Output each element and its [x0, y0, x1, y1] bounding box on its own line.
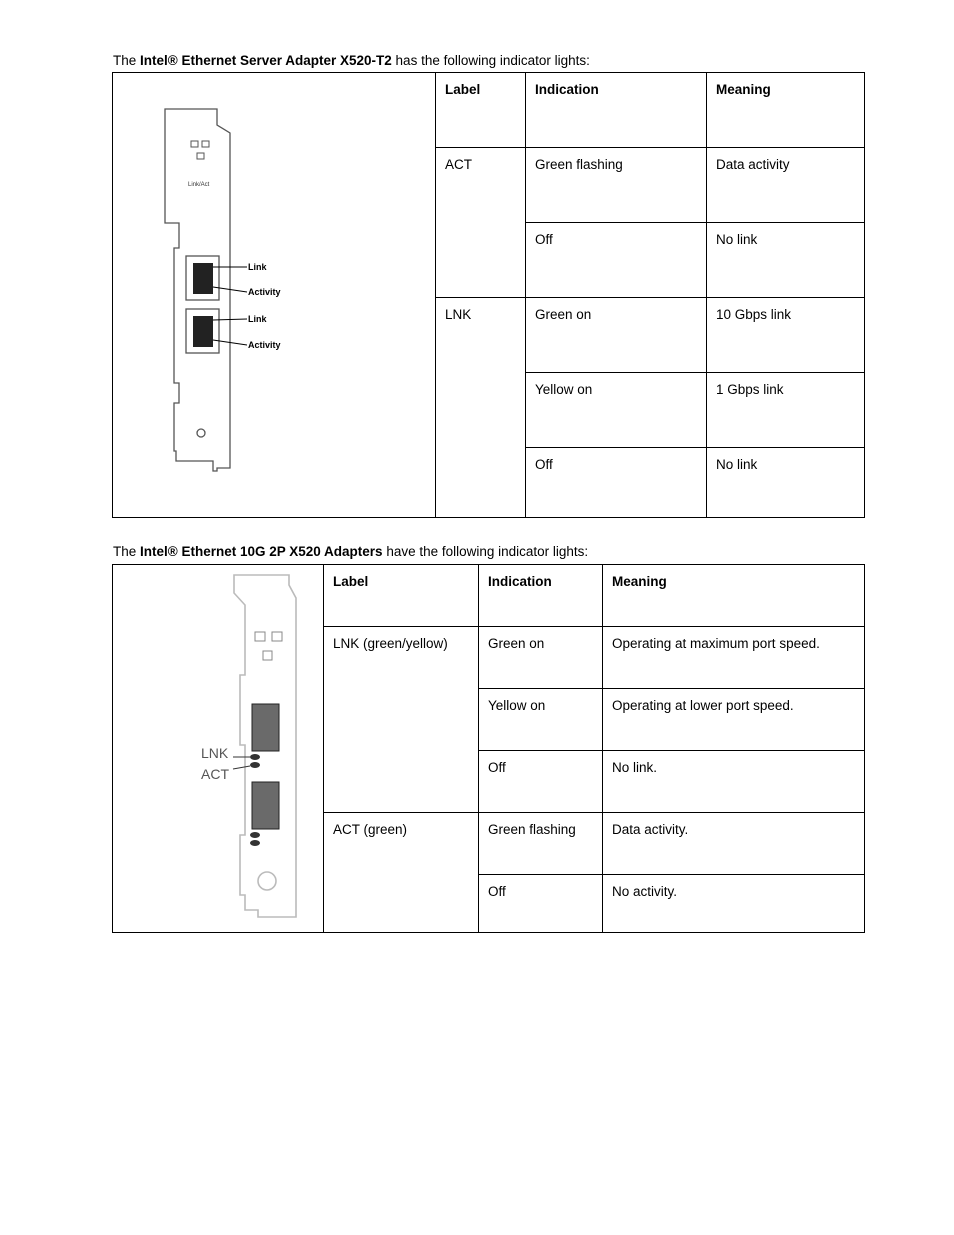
- meaning-cell: No link: [707, 448, 865, 518]
- indication-cell: Green on: [526, 298, 707, 373]
- header-label: Label: [436, 73, 526, 148]
- x520-t2-bracket-diagram: [113, 73, 435, 516]
- indication-cell: Green flashing: [479, 813, 603, 875]
- indication-cell: Off: [479, 875, 603, 933]
- figure1-top-label: Link/Act: [188, 182, 210, 188]
- meaning-cell: Operating at lower port speed.: [603, 689, 865, 751]
- group-label-cell: LNK (green/yellow): [324, 627, 479, 813]
- indication-cell: Off: [479, 751, 603, 813]
- group-label-cell: ACT (green): [324, 813, 479, 933]
- indication-cell: Yellow on: [526, 373, 707, 448]
- callout-activity-2: Activity: [248, 340, 281, 350]
- meaning-cell: No link: [707, 223, 865, 298]
- meaning-cell: Data activity: [707, 148, 865, 223]
- group-label-cell: LNK: [436, 298, 526, 518]
- section2-figure-cell: [113, 565, 324, 933]
- meaning-cell: Data activity.: [603, 813, 865, 875]
- section1-intro: [113, 53, 590, 69]
- callout-act: ACT: [201, 766, 229, 782]
- x520-10g-bracket-diagram: [113, 565, 323, 932]
- section1-intro-prefix: The: [113, 53, 141, 68]
- section2-intro-prefix: The: [113, 544, 141, 559]
- section2-product-name: Intel® Ethernet 10G 2P X520 Adapters: [140, 544, 383, 559]
- table-header-row: [113, 73, 865, 148]
- meaning-cell: 10 Gbps link: [707, 298, 865, 373]
- section2-intro-suffix: have the following indicator lights:: [382, 544, 589, 559]
- header-meaning: Meaning: [707, 73, 865, 148]
- section1-figure-cell: [113, 73, 436, 518]
- callout-link-1: Link: [248, 262, 267, 272]
- indication-cell: Green flashing: [526, 148, 707, 223]
- meaning-cell: 1 Gbps link: [707, 373, 865, 448]
- indication-cell: Off: [526, 448, 707, 518]
- header-meaning: Meaning: [603, 565, 865, 627]
- callout-link-2: Link: [248, 314, 267, 324]
- indication-cell: Green on: [479, 627, 603, 689]
- indication-cell: Off: [526, 223, 707, 298]
- callout-lnk: LNK: [201, 745, 229, 761]
- callout-activity-1: Activity: [248, 287, 281, 297]
- indication-cell: Yellow on: [479, 689, 603, 751]
- section2-intro: [113, 544, 588, 560]
- table-header-row: [113, 565, 865, 627]
- meaning-cell: Operating at maximum port speed.: [603, 627, 865, 689]
- header-indication: Indication: [526, 73, 707, 148]
- group-label-cell: ACT: [436, 148, 526, 298]
- meaning-cell: No activity.: [603, 875, 865, 933]
- section1-product-name: Intel® Ethernet Server Adapter X520-T2: [140, 53, 392, 68]
- section1-indicator-table: [112, 72, 865, 518]
- header-label: Label: [324, 565, 479, 627]
- section2-indicator-table: [112, 564, 865, 933]
- meaning-cell: No link.: [603, 751, 865, 813]
- header-indication: Indication: [479, 565, 603, 627]
- section1-intro-suffix: has the following indicator lights:: [391, 53, 590, 68]
